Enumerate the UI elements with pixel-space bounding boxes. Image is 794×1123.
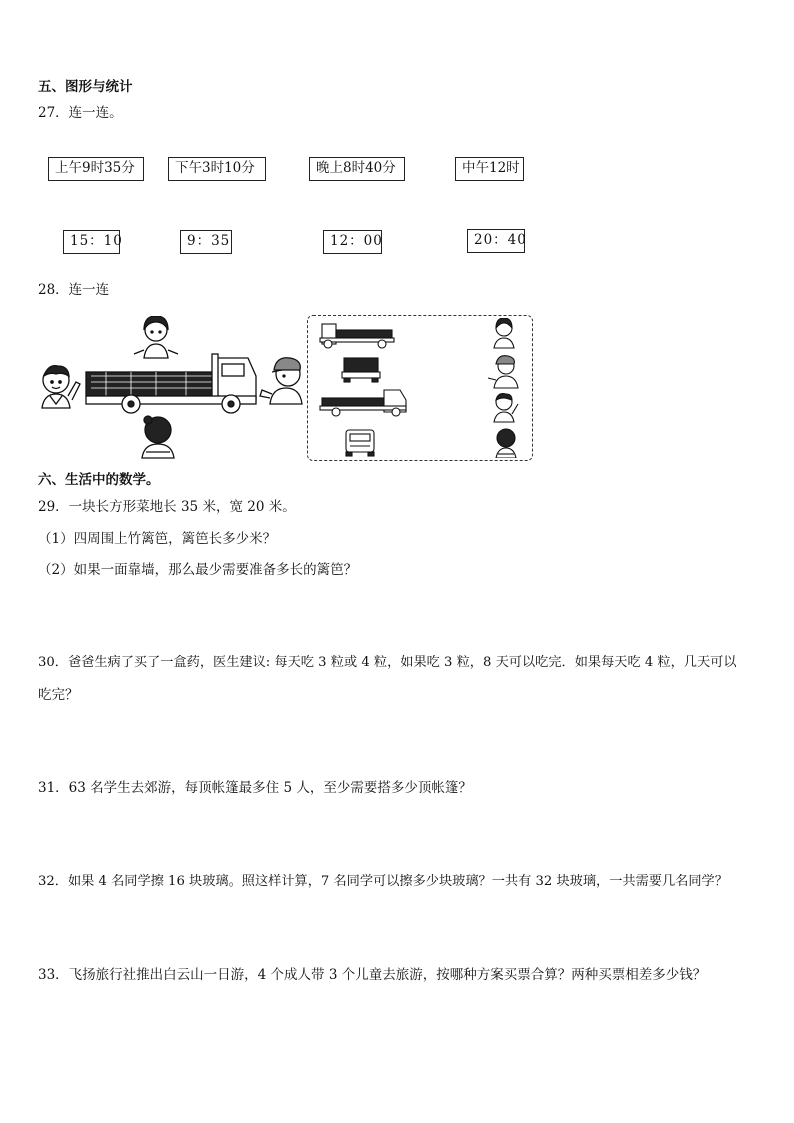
time-word-box-1: 上午9时35分 [48,157,144,181]
time-word-box-3: 晚上8时40分 [309,157,405,181]
time-digital-box-2: 9：35 [180,230,232,254]
question-32-label: 32．如果 4 名同学擦 16 块玻璃。照这样计算，7 名同学可以擦多少块玻璃？一共有 32 块玻璃，一共需要几名同学？ [38,874,728,889]
time-digital-box-4: 20：40 [467,229,525,253]
question-28-label: 28．连一连 [38,282,110,298]
boy-cap-icon [260,358,302,404]
question-29-sub2: （2）如果一面靠墙，那么最少需要准备多长的篱笆？ [38,562,358,578]
truck-side-small-icon [320,324,394,348]
boy-waving-icon [42,366,80,408]
girl-front-small-icon [494,318,514,348]
truck-scene-illustration [36,316,306,462]
truck-side-icon [86,354,256,413]
question-29-label: 29．一块长方形菜地长 35 米，宽 20 米。 [38,499,296,515]
question-31-label: 31．63 名学生去郊游，每顶帐篷最多住 5 人，至少需要搭多少顶帐篷？ [38,780,472,796]
truck-front-icon [346,430,374,456]
question-30-line2: 吃完？ [38,687,79,703]
question-27-label: 27．连一连。 [38,105,123,121]
girl-back-small-icon [496,429,516,458]
time-digital-box-3: 12：00 [323,230,382,254]
question-33-label: 33．飞扬旅行社推出白云山一日游，4 个成人带 3 个儿童去旅游，按哪种方案买票合算？两种买票相差多少钱？ [38,967,707,983]
truck-views-illustration [312,318,530,458]
truck-side-right-icon [320,390,406,416]
section-heading-6: 六、生活中的数学。 [38,472,160,488]
time-word-box-4: 中午12时 [455,157,524,181]
boy-waving-small-icon [494,394,518,422]
section-heading-5: 五、图形与统计 [38,79,133,95]
time-word-box-2: 下午3时10分 [168,157,266,181]
girl-front-icon [134,316,178,358]
question-30-line1: 30．爸爸生病了买了一盒药，医生建议: 每天吃 3 粒或 4 粒，如果吃 3 粒，8 天可以吃完．如果每天吃 4 粒，几天可以 [38,655,737,670]
time-digital-box-1: 15：10 [63,230,120,254]
girl-back-icon [142,416,174,458]
boy-cap-small-icon [488,356,518,388]
truck-rear-icon [342,358,380,382]
question-29-sub1: （1）四周围上竹篱笆，篱笆长多少米？ [38,531,277,547]
